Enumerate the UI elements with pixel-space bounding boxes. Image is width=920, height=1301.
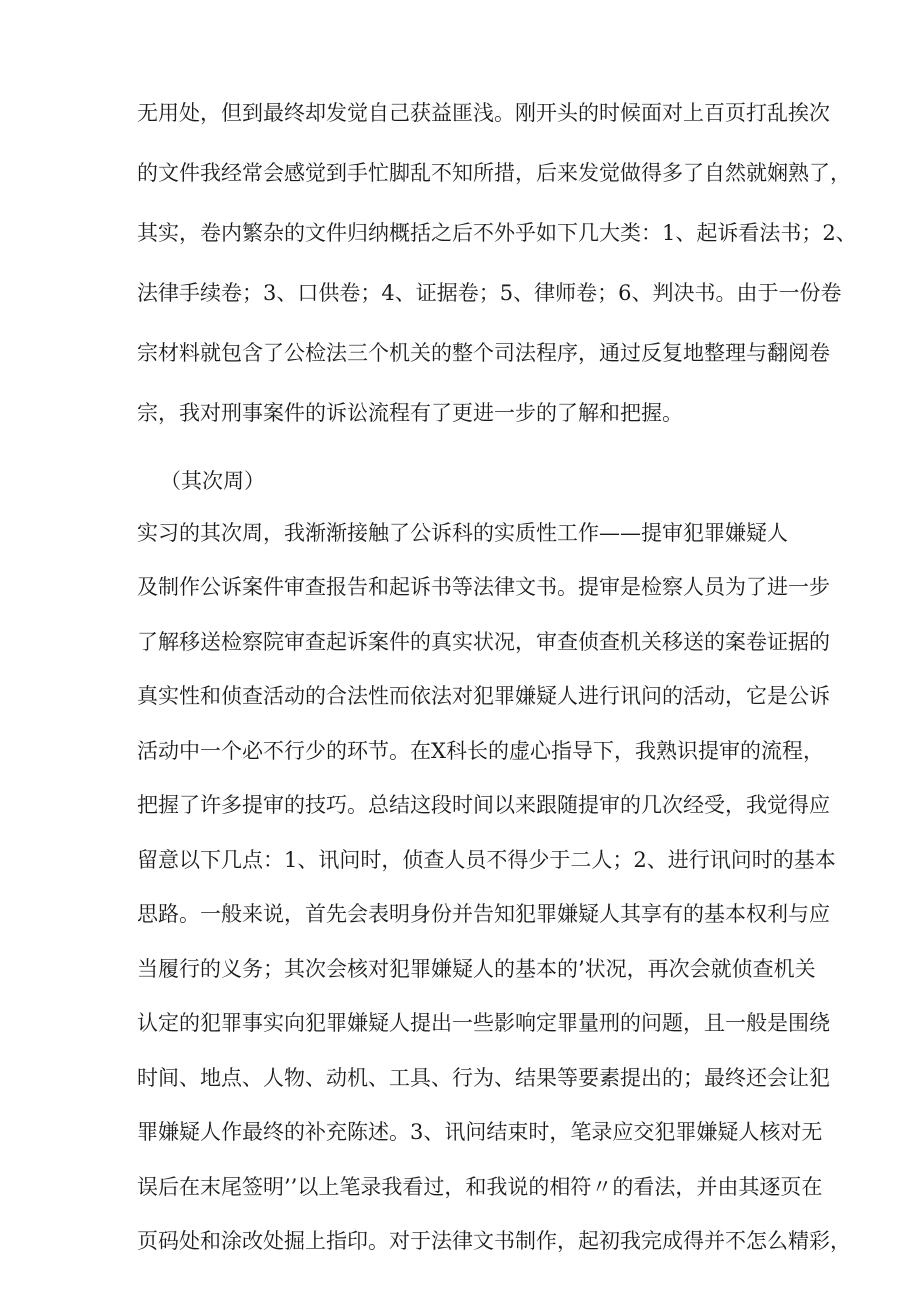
paragraph-line: 其实，卷内繁杂的文件归纳概括之后不外乎如下几大类：1、起诉看法书；2、 <box>137 221 857 245</box>
paragraph-line: 留意以下几点：1、讯问时，侦查人员不得少于二人；2、进行讯问时的基本 <box>137 848 836 872</box>
paragraph-line: 无用处，但到最终却发觉自己获益匪浅。刚开头的时候面对上百页打乱挨次 <box>137 101 830 125</box>
paragraph-line: 及制作公诉案件审查报告和起诉书等法律文书。提审是检察人员为了进一步 <box>137 575 830 599</box>
paragraph-line: 页码处和涂改处掘上指印。对于法律文书制作，起初我完成得并不怎么精彩， <box>137 1229 851 1253</box>
paragraph-line: 把握了许多提审的技巧。总结这段时间以来跟随提审的几次经受，我觉得应 <box>137 793 830 817</box>
paragraph-line: 当履行的义务；其次会核对犯罪嫌疑人的基本的’状况，再次会就侦查机关 <box>137 957 816 981</box>
paragraph-line: 宗，我对刑事案件的诉讼流程有了更进一步的了解和把握。 <box>137 401 683 425</box>
paragraph-line: 实习的其次周，我渐渐接触了公诉科的实质性工作——提审犯罪嫌疑人 <box>137 521 788 545</box>
paragraph-line: 误后在末尾签明’’以上笔录我看过，和我说的相符〃的看法，并由其逐页在 <box>137 1175 823 1199</box>
paragraph-line: 真实性和侦查活动的合法性而依法对犯罪嫌疑人进行讯问的活动，它是公诉 <box>137 684 830 708</box>
paragraph-line: 思路。一般来说，首先会表明身份并告知犯罪嫌疑人其享有的基本权利与应 <box>137 902 830 926</box>
paragraph-line: 了解移送检察院审查起诉案件的真实状况，审查侦查机关移送的案卷证据的 <box>137 630 830 654</box>
paragraph-line: 宗材料就包含了公检法三个机关的整个司法程序，通过反复地整理与翻阅卷 <box>137 341 830 365</box>
paragraph-line: 认定的犯罪事实向犯罪嫌疑人提出一些影响定罪量刑的问题，且一般是围绕 <box>137 1011 830 1035</box>
paragraph-line: 法律手续卷；3、口供卷；4、证据卷；5、律师卷；6、判决书。由于一份卷 <box>137 281 842 305</box>
paragraph-line: 活动中一个必不行少的环节。在X科长的虚心指导下，我熟识提审的流程， <box>137 739 824 763</box>
section-heading: （其次周） <box>160 469 265 493</box>
paragraph-line: 时间、地点、人物、动机、工具、行为、结果等要素提出的；最终还会让犯 <box>137 1066 830 1090</box>
paragraph-line: 的文件我经常会感觉到手忙脚乱不知所措，后来发觉做得多了自然就娴熟了， <box>137 161 851 185</box>
paragraph-line: 罪嫌疑人作最终的补充陈述。3、讯问结束时，笔录应交犯罪嫌疑人核对无 <box>137 1120 823 1144</box>
